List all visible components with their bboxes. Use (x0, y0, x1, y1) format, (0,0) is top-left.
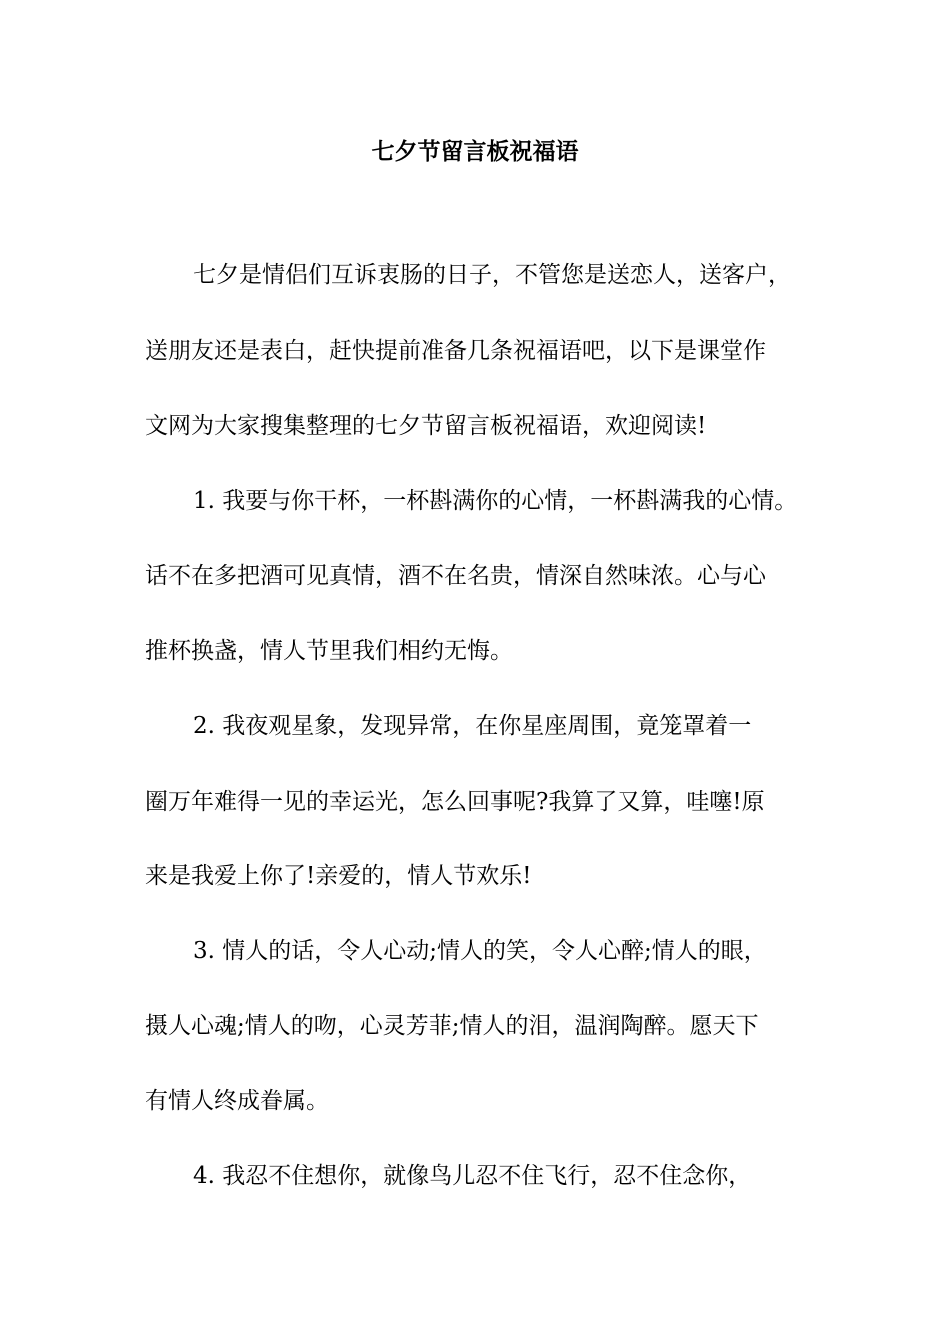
text-line: 话不在多把酒可见真情，酒不在名贵，情深自然味浓。心与心 (145, 563, 766, 589)
text-line: 七夕是情侣们互诉衷肠的日子，不管您是送恋人，送客户， (193, 262, 791, 288)
text-line: 4. 我忍不住想你，就像鸟儿忍不住飞行，忍不住念你， (193, 1163, 752, 1189)
text-line: 来是我爱上你了!亲爱的，情人节欢乐! (145, 863, 532, 889)
text-line: 文网为大家搜集整理的七夕节留言板祝福语，欢迎阅读! (145, 413, 707, 439)
text-line: 摄人心魂;情人的吻，心灵芳菲;情人的泪，温润陶醉。愿天下 (145, 1013, 759, 1039)
text-line: 3. 情人的话，令人心动;情人的笑，令人心醉;情人的眼， (193, 938, 767, 964)
text-line: 圈万年难得一见的幸运光，怎么回事呢?我算了又算，哇噻!原 (145, 789, 765, 815)
text-line: 2. 我夜观星象，发现异常，在你星座周围，竟笼罩着一 (193, 713, 752, 739)
text-line: 推杯换盏，情人节里我们相约无悔。 (145, 638, 513, 664)
text-line: 1. 我要与你干杯，一杯斟满你的心情，一杯斟满我的心情。 (193, 488, 798, 514)
document-title: 七夕节留言板祝福语 (371, 138, 579, 165)
text-line: 有情人终成眷属。 (145, 1088, 329, 1114)
text-line: 送朋友还是表白，赶快提前准备几条祝福语吧，以下是课堂作 (145, 338, 766, 364)
